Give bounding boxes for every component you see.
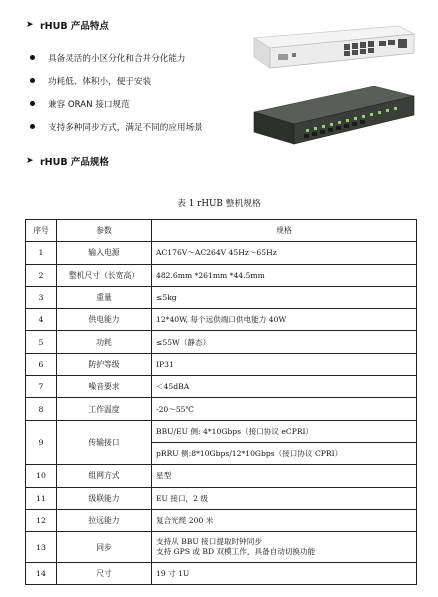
- features-heading: [26, 18, 109, 32]
- row-spec: 星型: [152, 465, 417, 487]
- list-item: [30, 92, 203, 115]
- row-param: 拉远能力: [57, 509, 152, 531]
- row-param: 噪音要求: [57, 376, 152, 398]
- row-no: 7: [26, 376, 57, 398]
- table-row: [26, 509, 417, 531]
- chevron-right-icon: ➤: [26, 156, 34, 166]
- list-item: [30, 115, 203, 138]
- row-spec: BBU/EU 侧: 4*10Gbps（接口协议 eCPRI）: [152, 420, 417, 442]
- bullet-icon: [30, 55, 35, 60]
- table-row: [26, 532, 417, 563]
- row-spec: ≤5kg: [152, 286, 417, 308]
- list-item: [30, 69, 203, 92]
- bullet-icon: [30, 101, 35, 106]
- table-row: [26, 420, 417, 442]
- feature-text: 功耗低、体积小，便于安装: [48, 76, 152, 87]
- row-no: 4: [26, 309, 57, 331]
- row-spec-line: 支持 GPS 或 BD 双模工作，具备自动切换功能: [156, 547, 316, 557]
- row-spec: 19 寸 1U: [152, 563, 417, 585]
- bullet-icon: [30, 78, 35, 83]
- rhub-white-device-image: [248, 20, 418, 78]
- row-spec: 482.6mm *261mm *44.5mm: [152, 264, 417, 286]
- row-param: 同步: [57, 532, 152, 563]
- table-row: [26, 563, 417, 585]
- spec-table: [25, 219, 417, 585]
- header-param: 参数: [57, 220, 152, 242]
- header-spec: 规格: [152, 220, 417, 242]
- row-spec: 12*40W, 每个远供端口供电能力 40W: [152, 309, 417, 331]
- row-spec: -20～55℃: [152, 398, 417, 420]
- row-param: 组网方式: [57, 465, 152, 487]
- row-spec: EU 接口，2 级: [152, 487, 417, 509]
- row-spec: [152, 532, 417, 563]
- header-no: 序号: [26, 220, 57, 242]
- row-no: 2: [26, 264, 57, 286]
- row-no: 3: [26, 286, 57, 308]
- feature-list: [30, 46, 203, 138]
- row-param: 防护等级: [57, 353, 152, 375]
- bullet-icon: [30, 124, 35, 129]
- row-spec: 复合光缆 200 米: [152, 509, 417, 531]
- specs-heading: [26, 154, 109, 168]
- table-row: [26, 465, 417, 487]
- rhub-dark-device-image: [250, 82, 418, 150]
- table-row: [26, 376, 417, 398]
- row-no: 5: [26, 331, 57, 353]
- row-no: 14: [26, 563, 57, 585]
- row-no: 1: [26, 242, 57, 264]
- table-row: [26, 398, 417, 420]
- row-param: 重量: [57, 286, 152, 308]
- row-no: 10: [26, 465, 57, 487]
- feature-text: 支持多种同步方式，满足不同的应用场景: [48, 122, 203, 133]
- row-no: 9: [26, 420, 57, 465]
- row-spec: ＜45dBA: [152, 376, 417, 398]
- row-param: 工作温度: [57, 398, 152, 420]
- row-param: 供电能力: [57, 309, 152, 331]
- row-spec: AC176V～AC264V 45Hz～65Hz: [152, 242, 417, 264]
- row-spec: pRRU 侧:8*10Gbps/12*10Gbps（接口协议 CPRI）: [152, 442, 417, 464]
- feature-text: 兼容 ORAN 接口规范: [48, 99, 130, 110]
- row-param: 输入电源: [57, 242, 152, 264]
- row-param: 级联能力: [57, 487, 152, 509]
- table-caption: 表 1 rHUB 整机规格: [177, 199, 261, 209]
- row-no: 8: [26, 398, 57, 420]
- row-param: 整机尺寸（长宽高）: [57, 264, 152, 286]
- table-row: [26, 353, 417, 375]
- row-param: 功耗: [57, 331, 152, 353]
- feature-text: 具备灵活的小区分化和合并分化能力: [48, 53, 186, 64]
- row-no: 11: [26, 487, 57, 509]
- table-row: [26, 242, 417, 264]
- row-param: 尺寸: [57, 563, 152, 585]
- row-spec-line: 支持从 BBU 接口提取时钟同步: [156, 536, 262, 546]
- table-row: [26, 309, 417, 331]
- table-row: [26, 286, 417, 308]
- row-no: 12: [26, 509, 57, 531]
- row-spec: IP31: [152, 353, 417, 375]
- row-spec: ≤55W（静态）: [152, 331, 417, 353]
- row-no: 6: [26, 353, 57, 375]
- chevron-right-icon: ➤: [26, 20, 34, 30]
- table-row: [26, 487, 417, 509]
- table-header-row: [26, 220, 417, 242]
- list-item: [30, 46, 203, 69]
- row-no: 13: [26, 532, 57, 563]
- table-row: [26, 331, 417, 353]
- table-row: [26, 264, 417, 286]
- features-heading-text: rHUB 产品特点: [40, 21, 109, 32]
- row-param: 传输接口: [57, 420, 152, 465]
- specs-heading-text: rHUB 产品规格: [40, 157, 109, 168]
